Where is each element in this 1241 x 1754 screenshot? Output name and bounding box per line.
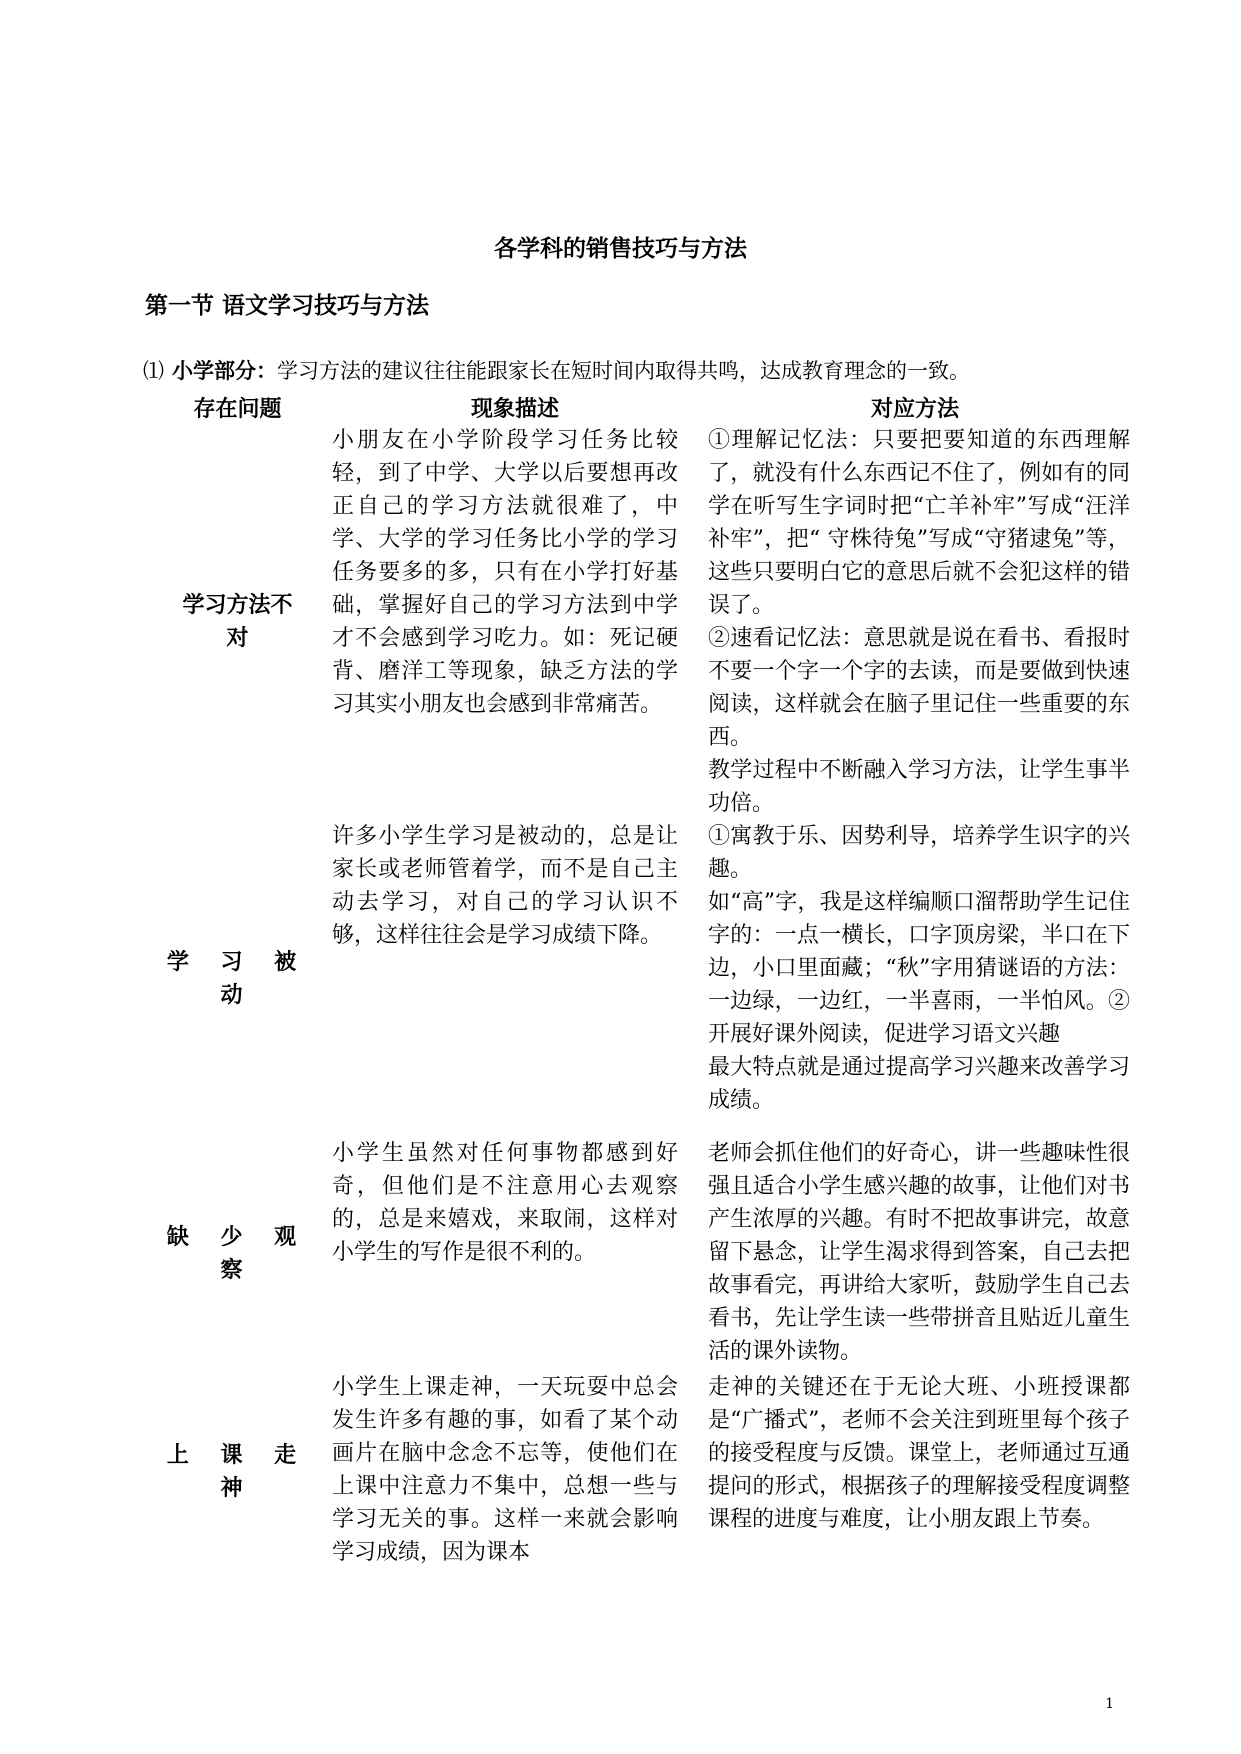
issue-cell — [145, 1137, 330, 1371]
intro-lead: 小学部分： — [172, 358, 277, 383]
description-cell — [330, 1371, 700, 1571]
method-paragraph: 如“高”字，我是这样编顺口溜帮助学生记住字的：一点一横长，口字顶房梁，半口在下边，小口里面藏；“秋”字用猜谜语的方法：一边绿，一边红，一半喜雨，一半怕风。②开展好课外阅读，促进学习语文兴趣 — [708, 890, 1130, 1047]
intro-paragraph — [143, 355, 970, 385]
issue-label: 学 习 被 动 — [166, 948, 309, 1008]
description-cell — [330, 424, 700, 820]
table-row — [145, 1137, 1130, 1371]
methods-cell — [700, 1371, 1130, 1571]
description-text: 小学生上课走神，一天玩耍中总会发生许多有趣的事，如看了某个动画片在脑中念念不忘等，使他们在上课中注意力不集中，总想一些与学习无关的事。这样一来就会影响学习成绩，因为课本 — [332, 1375, 678, 1565]
description-cell — [330, 820, 700, 1137]
methods-cell — [700, 1137, 1130, 1371]
section-heading: 第一节 语文学习技巧与方法 — [145, 292, 430, 319]
methods-cell — [700, 424, 1130, 820]
issue-label: 上 课 走 神 — [166, 1442, 309, 1501]
method-paragraph: 教学过程中不断融入学习方法，让学生事半功倍。 — [708, 758, 1130, 816]
methods-cell — [700, 820, 1130, 1137]
method-paragraph: 最大特点就是通过提高学习兴趣来改善学习成绩。 — [708, 1055, 1130, 1113]
intro-text: 学习方法的建议往往能跟家长在短时间内取得共鸣，达成教育理念的一致。 — [277, 359, 970, 383]
description-text: 许多小学生学习是被动的，总是让家长或老师管着学，而不是自己主动去学习，对自己的学习认识不够，这样往往会是学习成绩下降。 — [332, 824, 678, 948]
table-header-row — [145, 390, 1130, 424]
method-paragraph: 老师会抓住他们的好奇心，讲一些趣味性很强且适合小学生感兴趣的故事，让他们对书产生浓厚的兴趣。有时不把故事讲完，故意留下悬念，让学生渴求得到答案，自己去把故事看完，再讲给大家听，鼓励学生自己去看书，先让学生读一些带拼音且贴近儿童生活的课外读物。 — [708, 1141, 1130, 1364]
header-methods: 对应方法 — [870, 395, 959, 422]
issue-label: 学习方法不对 — [182, 592, 293, 651]
method-paragraph: ②速看记忆法：意思就是说在看书、看报时不要一个字一个字的去读，而是要做到快速阅读，这样就会在脑子里记住一些重要的东西。 — [708, 626, 1130, 750]
issue-cell — [145, 820, 330, 1137]
description-text: 小学生虽然对任何事物都感到好奇，但他们是不注意用心去观察的，总是来嬉戏，来取闹，这样对小学生的写作是很不利的。 — [332, 1141, 678, 1265]
table-row — [145, 424, 1130, 820]
document-title: 各学科的销售技巧与方法 — [494, 235, 747, 262]
table-row — [145, 820, 1130, 1137]
page-number: 1 — [1105, 1696, 1114, 1712]
intro-number: ⑴ — [143, 359, 164, 383]
issue-label: 缺 少 观 察 — [166, 1224, 309, 1283]
issue-cell — [145, 1371, 330, 1571]
issues-table — [145, 390, 1130, 1571]
method-paragraph: ①寓教于乐、因势利导，培养学生识字的兴趣。 — [708, 824, 1130, 882]
header-issue: 存在问题 — [193, 395, 282, 422]
table-row — [145, 1371, 1130, 1571]
method-paragraph: ①理解记忆法：只要把要知道的东西理解了，就没有什么东西记不住了，例如有的同学在听写生字词时把“亡羊补牢”写成“汪洋补牢”，把“ 守株待兔”写成“守猪逮兔”等，这些只要明白它的意思后就不会犯这样的错误了。 — [708, 428, 1130, 618]
method-paragraph: 走神的关键还在于无论大班、小班授课都是“广播式”，老师不会关注到班里每个孩子的接受程度与反馈。课堂上，老师通过互通提问的形式，根据孩子的理解接受程度调整课程的进度与难度，让小朋友跟上节奏。 — [708, 1375, 1130, 1532]
description-text: 小朋友在小学阶段学习任务比较轻，到了中学、大学以后要想再改正自己的学习方法就很难了，中学、大学的学习任务比小学的学习任务要多的多，只有在小学打好基础，掌握好自己的学习方法到中学才不会感到学习吃力。如：死记硬背、磨洋工等现象，缺乏方法的学习其实小朋友也会感到非常痛苦。 — [332, 428, 678, 717]
header-description: 现象描述 — [470, 395, 559, 422]
description-cell — [330, 1137, 700, 1371]
issue-cell — [145, 424, 330, 820]
